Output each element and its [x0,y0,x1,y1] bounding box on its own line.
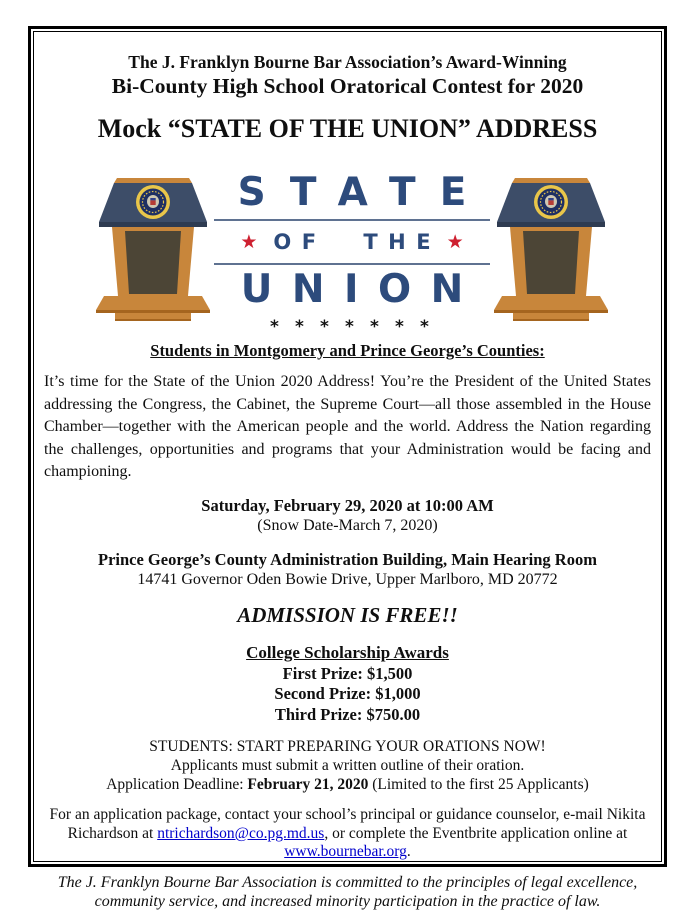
flyer-content [33,31,662,911]
sotu-logo-ofthe-text: OF THE [273,230,442,255]
deadline-line [42,775,653,794]
sotu-logo-ofthe-row [240,226,463,258]
prep-line1: STUDENTS: START PREPARING YOUR ORATIONS NOW! [149,738,546,756]
intro-paragraph: It’s time for the State of the Union 2020 Address! You’re the President of the United States addressing the Congress, the Cabinet, the Supreme Court—all those assembled in the House Chamber—together with the American people and the world. Address the Nation regarding the challenges, opportunities and programs that your Administration would be facing and championing. [44,373,651,481]
admission-banner: ADMISSION IS FREE!! [237,602,458,627]
email-link[interactable]: ntrichardson@co.pg.md.us [157,824,325,842]
flyer-title-line2: Bi-County High School Oratorical Contest for 2020 [111,73,584,98]
podium-image-right [490,169,612,327]
contact-text-1: For an application package, contact your school’s principal or guidance counselor, e-mail Nikita Richardson at [49,806,646,842]
sotu-logo [214,169,490,337]
contact-text-2: , or complete the Eventbrite application online at [324,824,628,842]
logo-divider-top [214,219,490,221]
podium-image-left [92,169,214,327]
sotu-logo-state-text: STATE [237,170,491,216]
event-address: 14741 Governor Oden Bowie Drive, Upper Marlboro, MD 20772 [137,570,558,588]
prep-line2: Applicants must submit a written outline of their oration. [170,757,525,775]
contact-block [45,806,651,862]
first-prize: First Prize: $1,500 [282,663,413,683]
asterisk-row: * * * * * * * [269,317,435,338]
footer-mission-statement: The J. Franklyn Bourne Bar Association is committed to the principles of legal excellence, community service, and increased minority participation in the practice of law. [57,873,638,911]
preparation-block [42,737,653,794]
flyer-title-line1: The J. Franklyn Bourne Bar Association’s Award-Winning [128,52,567,72]
presidential-seal-icon [136,185,170,219]
second-prize: Second Prize: $1,000 [274,684,421,704]
deadline-date: February 21, 2020 [247,776,369,794]
presidential-seal-icon [534,185,568,219]
logo-banner [42,169,653,338]
red-star-icon-right: ★ [446,230,464,253]
logo-divider-bottom [214,263,490,265]
students-heading: Students in Montgomery and Prince George’s Counties: [150,341,545,361]
red-star-icon-left: ★ [240,230,258,253]
event-venue: Prince George’s County Administration Building, Main Hearing Room [98,549,597,569]
contact-text-3: . [406,843,411,861]
third-prize: Third Prize: $750.00 [274,704,421,724]
mock-address-title: Mock “STATE OF THE UNION” ADDRESS [97,113,598,143]
website-link[interactable]: www.bournebar.org [284,843,407,861]
sotu-logo-union-text: UNION [240,267,483,313]
deadline-label: Application Deadline: [106,776,248,794]
deadline-note: (Limited to the first 25 Applicants) [368,776,589,794]
awards-heading: College Scholarship Awards [246,642,449,662]
event-datetime: Saturday, February 29, 2020 at 10:00 AM [201,495,494,515]
flyer-border [28,26,667,911]
snow-date: (Snow Date-March 7, 2020) [257,516,438,534]
